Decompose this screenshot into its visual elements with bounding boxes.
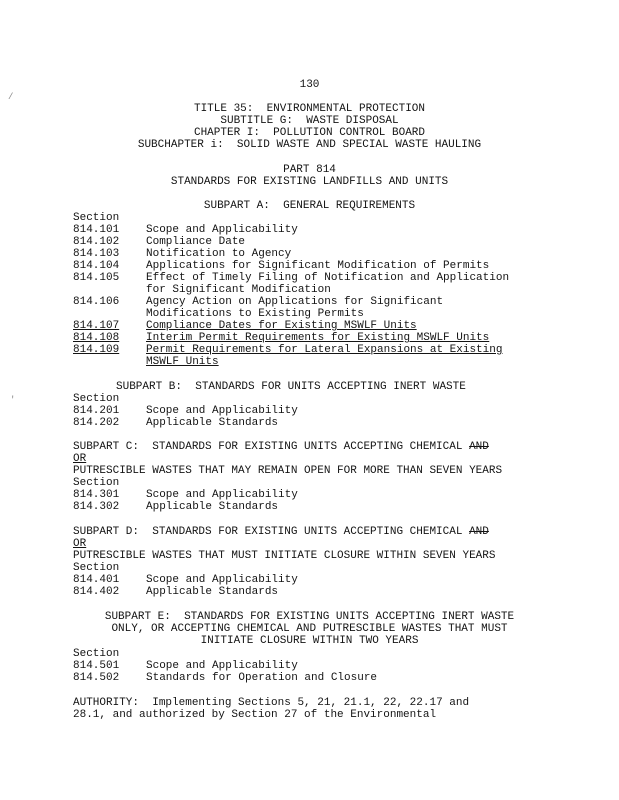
margin-mark: ' bbox=[10, 395, 16, 405]
section-label: Section bbox=[73, 212, 120, 224]
section-title: Notification to Agency bbox=[146, 248, 292, 260]
part-title: STANDARDS FOR EXISTING LANDFILLS AND UNITS bbox=[170, 176, 449, 188]
section-number: 814.201 bbox=[73, 405, 120, 417]
subpart-b-heading: SUBPART B: STANDARDS FOR UNITS ACCEPTING INERT WASTE bbox=[116, 381, 466, 393]
section-title: Standards for Operation and Closure bbox=[146, 672, 378, 684]
section-title: Scope and Applicability bbox=[146, 574, 298, 586]
section-number: 814.109 bbox=[73, 344, 120, 356]
section-number: 814.102 bbox=[73, 236, 120, 248]
title-line: TITLE 35: ENVIRONMENTAL PROTECTION bbox=[193, 103, 426, 115]
authority-note bbox=[73, 697, 469, 709]
section-label: Section bbox=[73, 477, 120, 489]
subpart-e-heading-continued: ONLY, OR ACCEPTING CHEMICAL AND PUTRESCIBLE WASTES THAT MUST bbox=[111, 623, 508, 635]
section-number: 814.107 bbox=[73, 320, 120, 332]
section-number: 814.502 bbox=[73, 672, 120, 684]
subpart-e-heading-continued: INITIATE CLOSURE WITHIN TWO YEARS bbox=[200, 635, 419, 647]
section-label: Section bbox=[73, 648, 120, 660]
struck-word: AND bbox=[469, 441, 489, 453]
section-title: Permit Requirements for Lateral Expansions at Existing bbox=[146, 344, 503, 356]
margin-mark: / bbox=[8, 92, 14, 102]
authority-label: AUTHORITY: bbox=[73, 697, 140, 709]
section-number: 814.202 bbox=[73, 417, 120, 429]
subpart-a-heading: SUBPART A: GENERAL REQUIREMENTS bbox=[203, 200, 416, 212]
section-title-continued: MSWLF Units bbox=[146, 356, 219, 368]
subpart-e-heading: SUBPART E: STANDARDS FOR EXISTING UNITS ACCEPTING INERT WASTE bbox=[104, 611, 515, 623]
section-title: Compliance Date bbox=[146, 236, 246, 248]
section-title: Scope and Applicability bbox=[146, 224, 298, 236]
section-title: Applicable Standards bbox=[146, 417, 279, 429]
subtitle-line: SUBTITLE G: WASTE DISPOSAL bbox=[220, 115, 399, 127]
section-number: 814.302 bbox=[73, 501, 120, 513]
subchapter-line: SUBCHAPTER i: SOLID WASTE AND SPECIAL WASTE HAULING bbox=[137, 139, 482, 151]
section-number: 814.101 bbox=[73, 224, 120, 236]
subpart-d-heading-text: SUBPART D: STANDARDS FOR EXISTING UNITS ACCEPTING CHEMICAL bbox=[73, 526, 463, 538]
section-number: 814.105 bbox=[73, 272, 120, 284]
section-title: Applications for Significant Modification of Permits bbox=[146, 260, 490, 272]
section-title: Scope and Applicability bbox=[146, 660, 298, 672]
part-number: PART 814 bbox=[283, 164, 336, 176]
section-title-continued: for Significant Modification bbox=[146, 284, 331, 296]
section-number: 814.501 bbox=[73, 660, 120, 672]
section-number: 814.402 bbox=[73, 586, 120, 598]
authority-text: Implementing Sections 5, 21, 21.1, 22, 22.17 and bbox=[139, 697, 470, 709]
subpart-c-heading-continued: PUTRESCIBLE WASTES THAT MAY REMAIN OPEN FOR MORE THAN SEVEN YEARS bbox=[73, 465, 503, 477]
section-label: Section bbox=[73, 562, 120, 574]
section-title: Applicable Standards bbox=[146, 586, 279, 598]
section-number: 814.108 bbox=[73, 332, 120, 344]
section-title: Agency Action on Applications for Significant bbox=[146, 296, 444, 308]
inserted-word: OR bbox=[73, 453, 87, 465]
section-number: 814.401 bbox=[73, 574, 120, 586]
subpart-c-heading-text: SUBPART C: STANDARDS FOR EXISTING UNITS ACCEPTING CHEMICAL bbox=[73, 441, 463, 453]
struck-word: AND bbox=[469, 526, 489, 538]
section-title: Applicable Standards bbox=[146, 501, 279, 513]
section-number: 814.104 bbox=[73, 260, 120, 272]
section-label: Section bbox=[73, 393, 120, 405]
section-title: Scope and Applicability bbox=[146, 405, 298, 417]
page-number: 130 bbox=[299, 79, 320, 91]
section-title: Scope and Applicability bbox=[146, 489, 298, 501]
authority-text-continued: 28.1, and authorized by Section 27 of the Environmental bbox=[73, 709, 437, 721]
section-title: Compliance Dates for Existing MSWLF Units bbox=[146, 320, 417, 332]
subpart-d-heading bbox=[73, 526, 489, 538]
section-number: 814.106 bbox=[73, 296, 120, 308]
subpart-d-heading-continued: PUTRESCIBLE WASTES THAT MUST INITIATE CLOSURE WITHIN SEVEN YEARS bbox=[73, 550, 496, 562]
section-title-continued: Modifications to Existing Permits bbox=[146, 308, 364, 320]
section-number: 814.103 bbox=[73, 248, 120, 260]
section-title: Interim Permit Requirements for Existing MSWLF Units bbox=[146, 332, 490, 344]
section-title: Effect of Timely Filing of Notification and Application bbox=[146, 272, 510, 284]
inserted-word: OR bbox=[73, 538, 87, 550]
chapter-line: CHAPTER I: POLLUTION CONTROL BOARD bbox=[193, 127, 426, 139]
section-number: 814.301 bbox=[73, 489, 120, 501]
subpart-c-heading bbox=[73, 441, 489, 453]
